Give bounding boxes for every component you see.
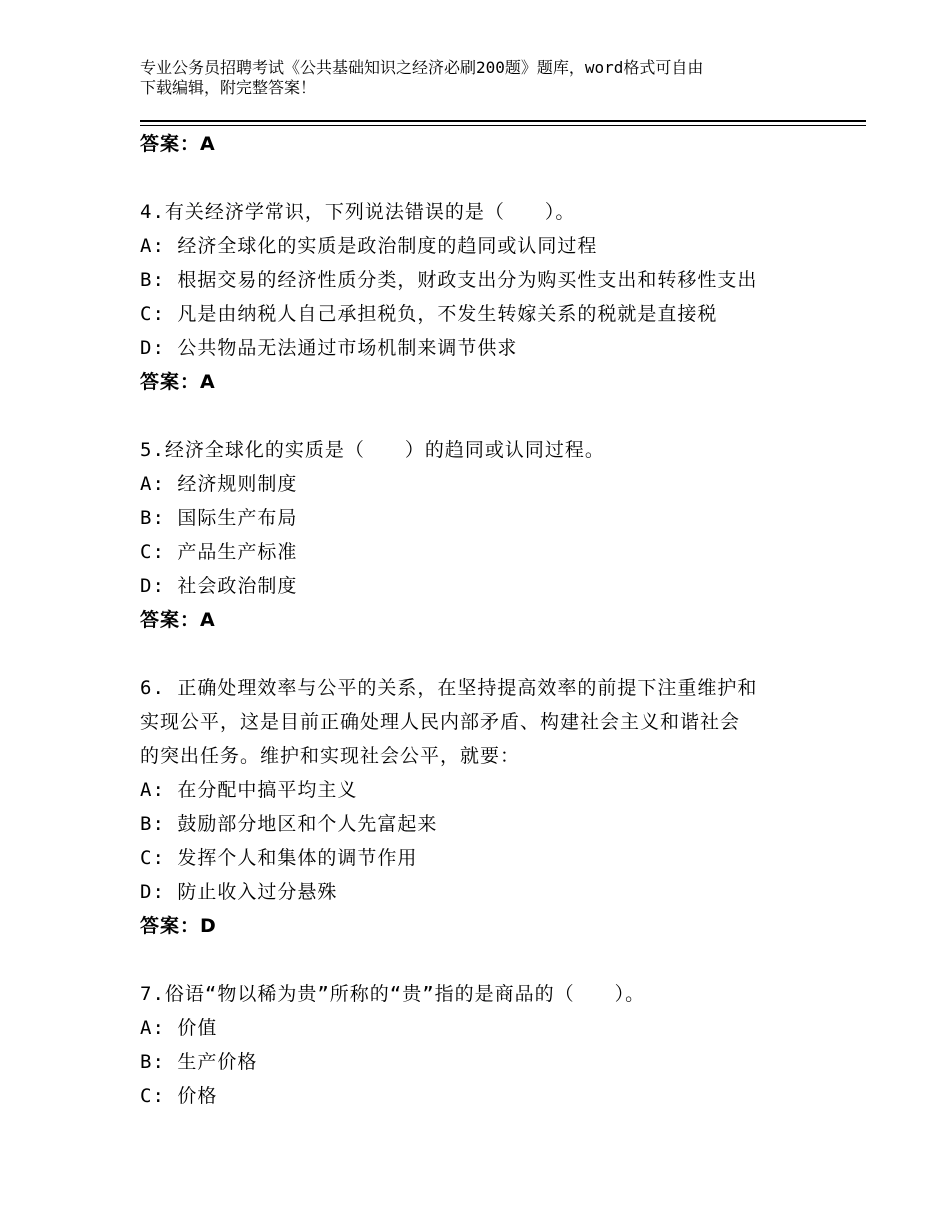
option-c: C: 价格 bbox=[140, 1085, 218, 1107]
option-d: D: 社会政治制度 bbox=[140, 575, 298, 597]
option-a: A: 在分配中搞平均主义 bbox=[140, 779, 358, 801]
option-d: D: 公共物品无法通过市场机制来调节供求 bbox=[140, 337, 518, 359]
option-d: D: 防止收入过分悬殊 bbox=[140, 881, 338, 903]
option-c: C: 发挥个人和集体的调节作用 bbox=[140, 847, 418, 869]
answer-line: 答案：A bbox=[140, 609, 216, 631]
option-c: C: 产品生产标准 bbox=[140, 541, 298, 563]
question-stem: 4.有关经济学常识，下列说法错误的是（ ）。 bbox=[140, 201, 576, 223]
question-stem: 5.经济全球化的实质是（ ）的趋同或认同过程。 bbox=[140, 439, 605, 461]
document-body bbox=[140, 127, 840, 1113]
question-stem: 7.俗语“物以稀为贵”所称的“贵”指的是商品的（ ）。 bbox=[140, 983, 646, 1005]
header-rule-thin bbox=[140, 125, 866, 126]
question-stem-line-3: 的突出任务。维护和实现社会公平，就要： bbox=[140, 745, 521, 767]
header-line-1: 专业公务员招聘考试《公共基础知识之经济必刷200题》题库，word格式可自由 bbox=[140, 58, 704, 77]
answer-line: 答案：D bbox=[140, 915, 217, 937]
option-b: B: 根据交易的经济性质分类，财政支出分为购买性支出和转移性支出 bbox=[140, 269, 758, 291]
question-6 bbox=[140, 671, 840, 943]
header-rule-thick bbox=[140, 120, 866, 122]
option-a: A: 经济规则制度 bbox=[140, 473, 298, 495]
question-7 bbox=[140, 977, 840, 1113]
option-a: A: 价值 bbox=[140, 1017, 218, 1039]
question-5 bbox=[140, 433, 840, 637]
answer-line: 答案：A bbox=[140, 133, 216, 155]
option-b: B: 生产价格 bbox=[140, 1051, 258, 1073]
answer-line: 答案：A bbox=[140, 371, 216, 393]
option-b: B: 国际生产布局 bbox=[140, 507, 298, 529]
document-header bbox=[140, 58, 820, 98]
option-a: A: 经济全球化的实质是政治制度的趋同或认同过程 bbox=[140, 235, 598, 257]
option-c: C: 凡是由纳税人自己承担税负，不发生转嫁关系的税就是直接税 bbox=[140, 303, 718, 325]
question-stem-line-2: 实现公平，这是目前正确处理人民内部矛盾、构建社会主义和谐社会 bbox=[140, 711, 741, 733]
header-line-2: 下载编辑，附完整答案！ bbox=[140, 78, 317, 97]
option-b: B: 鼓励部分地区和个人先富起来 bbox=[140, 813, 438, 835]
question-4 bbox=[140, 195, 840, 399]
question-stem-line-1: 6. 正确处理效率与公平的关系，在坚持提高效率的前提下注重维护和 bbox=[140, 677, 758, 699]
